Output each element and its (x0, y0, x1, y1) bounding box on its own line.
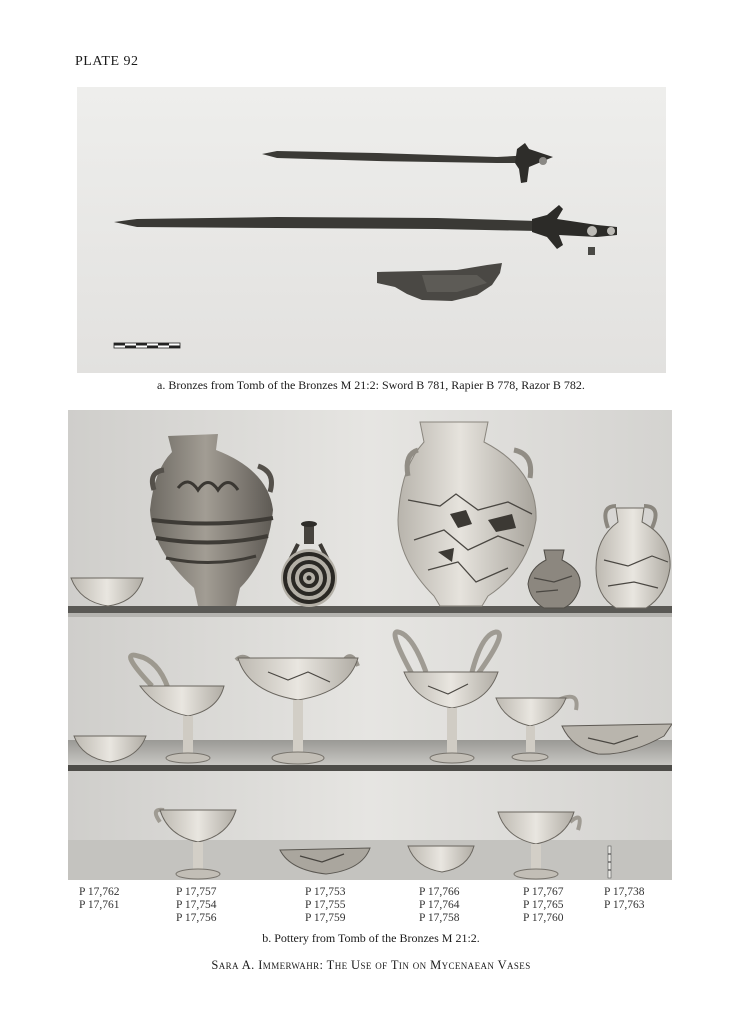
catalog-number: P 17,759 (305, 912, 346, 924)
shelf-bottom (68, 840, 672, 880)
photo-pottery (68, 410, 672, 880)
catalog-number: P 17,758 (419, 912, 460, 924)
catalog-number: P 17,756 (176, 912, 217, 924)
catalog-number: P 17,754 (176, 899, 217, 911)
catalog-column-5 (523, 886, 563, 925)
caption-bronzes: a. Bronzes from Tomb of the Bronzes M 21:2: Sword B 781, Rapier B 778, Razor B 782. (157, 378, 585, 392)
running-footer: Sara A. Immerwahr: The Use of Tin on Mycenaean Vases (211, 958, 531, 972)
catalog-number: P 17,761 (79, 899, 120, 911)
catalog-number: P 17,760 (523, 912, 564, 924)
shelf-top (68, 606, 672, 617)
catalog-number: P 17,757 (176, 886, 217, 898)
caption-pottery: b. Pottery from Tomb of the Bronzes M 21:2. (262, 931, 480, 945)
catalog-number: P 17,767 (523, 886, 564, 898)
catalog-column-6 (604, 886, 644, 912)
catalog-number: P 17,763 (604, 899, 645, 911)
catalog-column-2 (176, 886, 216, 925)
plate-number: PLATE 92 (75, 54, 139, 69)
catalog-column-4 (419, 886, 459, 925)
catalog-number: P 17,738 (604, 886, 645, 898)
catalog-number: P 17,766 (419, 886, 460, 898)
photo-bronzes (77, 87, 666, 373)
catalog-number: P 17,762 (79, 886, 120, 898)
scale-stick (608, 846, 611, 878)
catalog-number: P 17,755 (305, 899, 346, 911)
catalog-column-3 (305, 886, 345, 925)
catalog-column-1 (79, 886, 119, 912)
scale-bar (114, 343, 180, 348)
catalog-number: P 17,765 (523, 899, 564, 911)
catalog-number: P 17,753 (305, 886, 346, 898)
catalog-number: P 17,764 (419, 899, 460, 911)
